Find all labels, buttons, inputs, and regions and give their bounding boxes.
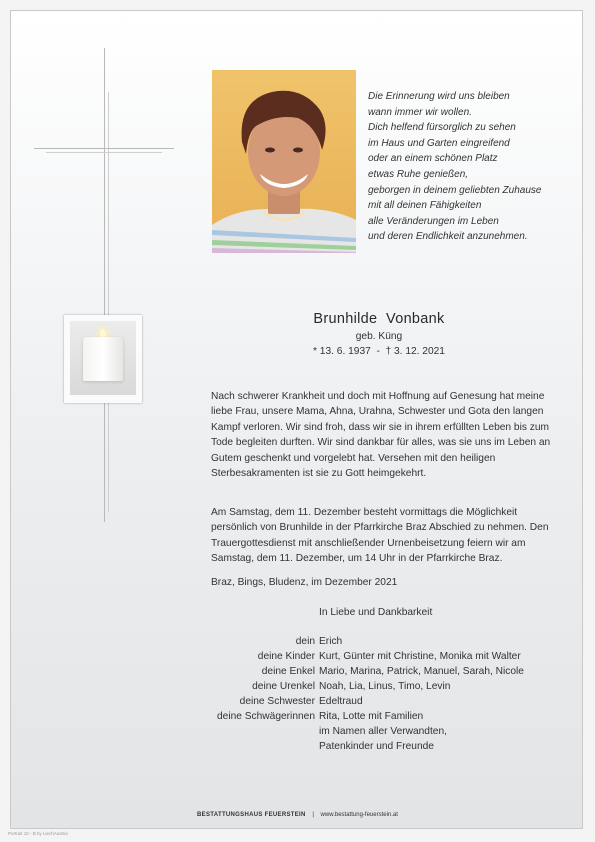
poem-line: Dich helfend fürsorglich zu sehen [368, 122, 516, 134]
fineprint: Portrait 10 - B by LiechAustria [8, 831, 68, 836]
mourner-relation: deine Urenkel [252, 681, 315, 692]
mourner-relation: deine Schwester [239, 696, 315, 707]
poem-line: mit all deinen Fähigkeiten [368, 200, 482, 212]
place-date: Braz, Bings, Bludenz, im Dezember 2021 [211, 577, 398, 588]
memorial-poem [368, 89, 578, 245]
funeral-details-paragraph: Am Samstag, dem 11. Dezember besteht vormittags die Möglichkeit persönlich von Brunhilde in der Pfarrkirche Braz Abschied zu nehmen. Den Trauergottesdienst mit anschließender Urnenbeisetzung feiern wir am Samstag, dem 11. Dezember, um 14 Uhr in der Pfarrkirche Braz. [211, 507, 549, 565]
birth-name: geb. Küng [355, 331, 403, 342]
mourner-names: Edeltraud [319, 696, 363, 707]
mourner-row [0, 634, 595, 649]
mourner-row [0, 664, 595, 679]
portrait-photo [212, 70, 356, 253]
mourner-names: Rita, Lotte mit Familien [319, 711, 424, 722]
mourner-relation: deine Schwägerinnen [217, 711, 315, 722]
mourner-names: Erich [319, 636, 343, 647]
mourner-names: Mario, Marina, Patrick, Manuel, Sarah, Nicole [319, 666, 524, 677]
life-dates: * 13. 6. 1937 - † 3. 12. 2021 [313, 346, 445, 357]
mourner-row [0, 694, 595, 709]
mourner-names: Kurt, Günter mit Christine, Monika mit Walter [319, 651, 521, 662]
mourner-relation: deine Enkel [261, 666, 315, 677]
poem-line: und deren Endlichkeit anzunehmen. [368, 231, 528, 243]
mourner-row [0, 739, 595, 754]
poem-line: Die Erinnerung wird uns bleiben [368, 91, 510, 102]
mourner-relation: dein [295, 636, 315, 647]
company-website[interactable]: www.bestattung-feuerstein.at [320, 812, 398, 818]
deceased-name: Brunhilde Vonbank [313, 311, 445, 327]
footer [0, 812, 595, 818]
company-name: BESTATTUNGSHAUS FEUERSTEIN [197, 812, 306, 818]
poem-line: etwas Ruhe genießen, [368, 168, 469, 180]
poem-line: geborgen in deinem geliebten Zuhause [368, 184, 542, 196]
mourner-names: Noah, Lia, Linus, Timo, Levin [319, 681, 451, 692]
mourner-names: Patenkinder und Freunde [319, 741, 434, 752]
mourner-row [0, 709, 595, 724]
poem-line: im Haus und Garten eingreifend [368, 137, 510, 149]
announcement-paragraph: Nach schwerer Krankheit und doch mit Hoffnung auf Genesung hat meine liebe Frau, unsere Mama, Ahna, Urahna, Schwester und Gota den langen Kampf verloren. Wir sind froh, dass wir sie in ihrem erfüllten Leben bis zum Tode begleiten durften. Wir sind dankbar für alles, was sie uns im Leben an Gutem geschenkt und vorgelebt hat. Versehen mit den heiligen Sterbesakramenten ist sie zu Gott heimgekehrt. [211, 391, 551, 480]
mourner-row [0, 679, 595, 694]
candle-image [64, 315, 142, 403]
mourner-row [0, 724, 595, 739]
mourner-row [0, 649, 595, 664]
footer-separator: | [312, 812, 314, 818]
closing-line: In Liebe und Dankbarkeit [319, 607, 433, 618]
poem-line: alle Veränderungen im Leben [368, 215, 499, 227]
poem-line: wann immer wir wollen. [368, 106, 472, 118]
poem-line: oder an einem schönen Platz [368, 153, 498, 165]
mourner-names: im Namen aller Verwandten, [319, 726, 447, 737]
mourner-relation: deine Kinder [257, 651, 315, 662]
